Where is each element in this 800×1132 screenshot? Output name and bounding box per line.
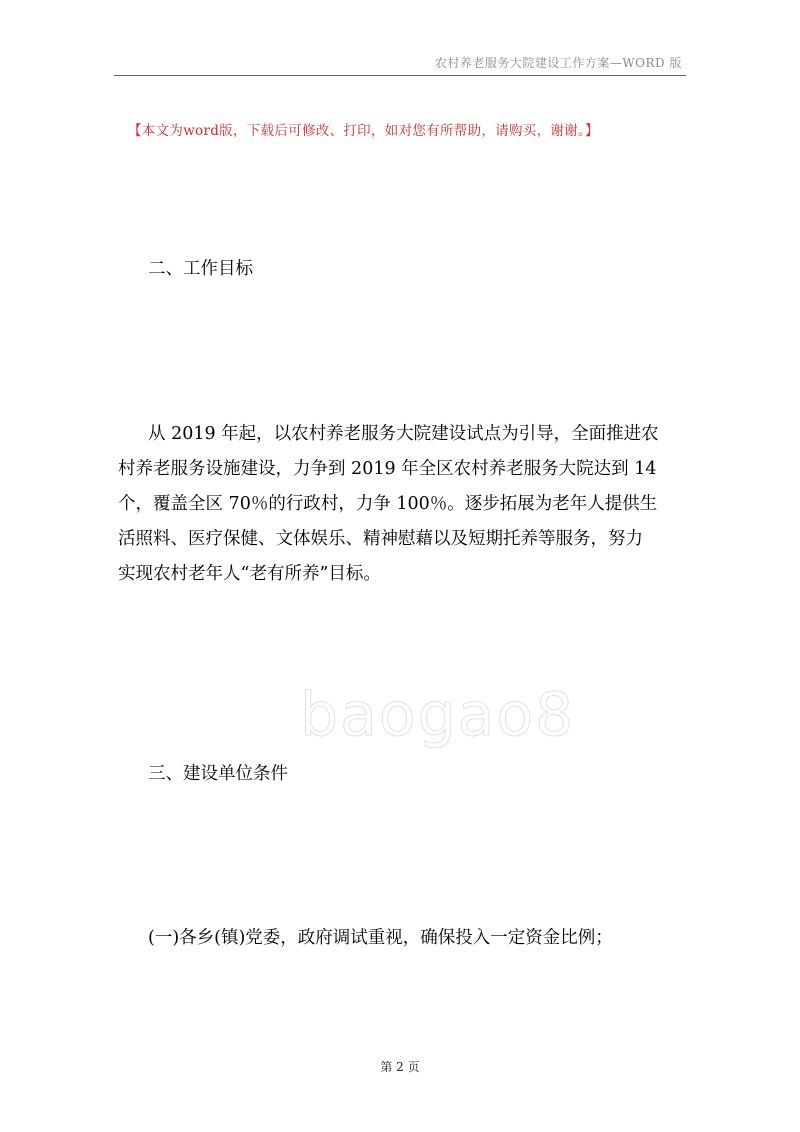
document-header-title: 农村养老服务大院建设工作方案—WORD 版 xyxy=(434,56,682,70)
header-divider xyxy=(114,75,686,76)
watermark: baogao8 xyxy=(300,680,576,750)
paragraph-line: 村养老服务设施建设，力争到 2019 年全区农村养老服务大院达到 14 xyxy=(118,459,657,479)
purchase-notice: 【本文为word版，下载后可修改、打印，如对您有所帮助，请购买，谢谢。】 xyxy=(128,123,599,139)
condition-item-1: (一)各乡(镇)党委，政府调试重视，确保投入一定资金比例； xyxy=(148,928,613,948)
section-heading-goals: 二、工作目标 xyxy=(148,259,253,279)
page-number: 第 2 页 xyxy=(380,1060,420,1074)
paragraph-line: 从 2019 年起，以农村养老服务大院建设试点为引导，全面推进农 xyxy=(148,424,659,444)
section-heading-conditions: 三、建设单位条件 xyxy=(148,764,288,784)
paragraph-line: 实现农村老年人“老有所养”目标。 xyxy=(118,564,381,584)
paragraph-line: 活照料、医疗保健、文体娱乐、精神慰藉以及短期托养等服务，努力 xyxy=(118,529,643,549)
paragraph-line: 个，覆盖全区 70％的行政村，力争 100％。逐步拓展为老年人提供生 xyxy=(118,494,658,514)
goals-paragraph xyxy=(118,417,688,592)
